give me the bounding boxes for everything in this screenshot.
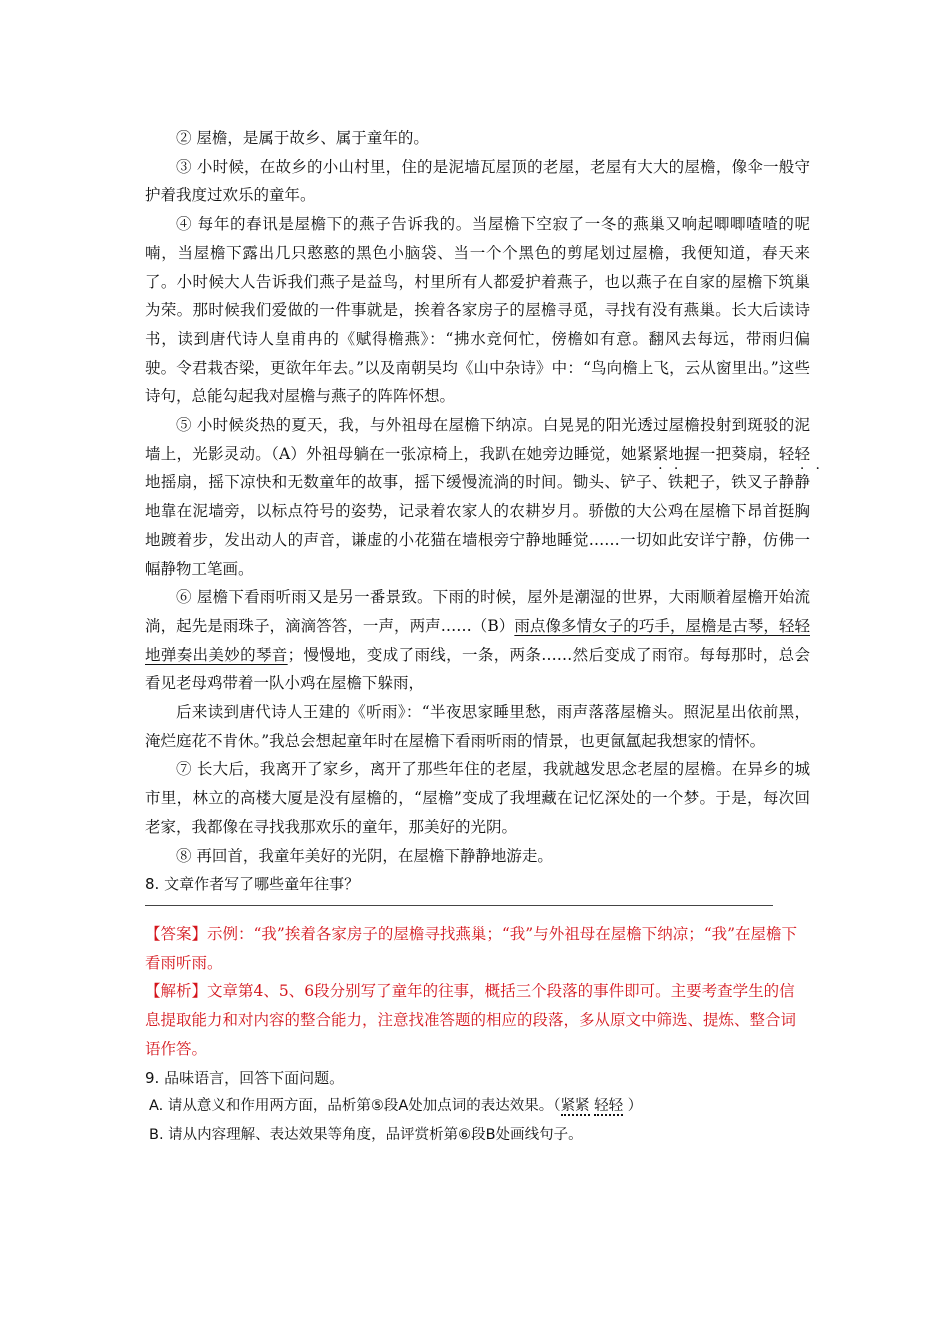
paragraph-5-text-b: 地握一把葵扇， xyxy=(668,444,779,463)
dotted-word-2: 轻轻 xyxy=(594,1098,624,1115)
paragraph-5-text-c: 地摇扇，摇下凉快和无数童年的故事，摇下缓慢流淌的时间。锄头、铲子、铁耙子，铁叉子静静地靠在泥墙旁，以标点符号的姿势，记录着农家人的农耕岁月。骄傲的大公鸡在屋檐下昂首挺胸地踱着步，发出动人的声音，谦虚的小花猫在墙根旁宁静地睡觉……一切如此安详宁静，仿佛一幅静物工笔画。 xyxy=(145,473,810,578)
paragraph-5-text-a: ⑤ 小时候炎热的夏天，我，与外祖母在屋檐下纳凉。白晃晃的阳光透过屋檐投射到斑驳的泥墙上，光影灵动。（A）外祖母躺在一张凉椅上，我趴在她旁边睡觉，她 xyxy=(145,416,810,463)
emphasis-dot-char: 轻 xyxy=(794,444,810,463)
question-9-a-text: A. 请从意义和作用两方面，品析第⑤段A处加点词的表达效果。（ xyxy=(149,1098,561,1115)
paragraph-6-continued: 后来读到唐代诗人王建的《听雨》：“半夜思家睡里愁，雨声落落屋檐头。照泥星出依前黑，淹烂庭花不肯休。”我总会想起童年时在屋檐下看雨听雨的情景，也更氤氲起我想家的情怀。 xyxy=(145,703,810,750)
question-9: 9. 品味语言，回答下面问题。 xyxy=(145,1068,345,1087)
paragraph-7: ⑦ 长大后，我离开了家乡，离开了那些年住的老屋，我就越发思念老屋的屋檐。在异乡的城市里，林立的高楼大厦是没有屋檐的，“屋檐”变成了我埋藏在记忆深处的一个梦。于是，每次回老家，我都像在寻找我那欢乐的童年，那美好的光阴。 xyxy=(145,760,810,836)
emphasis-dot-char: 紧 xyxy=(636,444,653,463)
dotted-word-1: 紧紧 xyxy=(560,1098,590,1115)
document-page xyxy=(145,124,810,1150)
question-8: 8. 文章作者写了哪些童年往事？ xyxy=(145,875,360,894)
paragraph-6 xyxy=(145,583,810,698)
paragraph-5 xyxy=(145,411,810,583)
paragraph-2: ② 屋檐，是属于故乡、属于童年的。 xyxy=(176,129,429,147)
question-9-b: B. 请从内容理解、表达效果等角度，品评赏析第⑥段B处画线句子。 xyxy=(149,1126,583,1143)
question-9-a xyxy=(149,1092,810,1121)
emphasis-dot-char: 紧 xyxy=(652,444,669,463)
paragraph-3: ③ 小时候，在故乡的小山村里，住的是泥墙瓦屋顶的老屋，老屋有大大的屋檐，像伞一般守护着我度过欢乐的童年。 xyxy=(145,157,810,205)
emphasis-dot-char: 轻 xyxy=(778,444,795,463)
answer-line xyxy=(145,905,773,906)
question-9-a-close: ） xyxy=(623,1098,643,1115)
analysis-8: 【解析】文章第4、5、6段分别写了童年的往事，概括三个段落的事件即可。主要考查学生的信息提取能力和对内容的整合能力，注意找准答题的相应的段落，多从原文中筛选、提炼、整合词语作答。 xyxy=(145,982,797,1058)
paragraph-6-text-b: ；慢慢地，变成了雨线，一条，两条……然后变成了雨帘。每每那时，总会看见老母鸡带着一队小鸡在屋檐下躲雨， xyxy=(145,645,810,693)
underlined-sentence-b: 雨点像多情女子的巧手，屋檐是古琴，轻轻地弹奏出美妙的琴音 xyxy=(145,616,810,664)
answer-8: 【答案】示例：“我”挨着各家房子的屋檐寻找燕巢；“我”与外祖母在屋檐下纳凉；“我”在屋檐下看雨听雨。 xyxy=(145,924,798,972)
paragraph-6-text-a: ⑥ 屋檐下看雨听雨又是另一番景致。下雨的时候，屋外是潮湿的世界，大雨顺着屋檐开始流淌，起先是雨珠子，滴滴答答，一声，两声……（B） xyxy=(145,588,810,635)
paragraph-8: ⑧ 再回首，我童年美好的光阴，在屋檐下静静地游走。 xyxy=(176,846,553,865)
paragraph-4: ④ 每年的春讯是屋檐下的燕子告诉我的。当屋檐下空寂了一冬的燕巢又响起唧唧喳喳的呢喃，当屋檐下露出几只憨憨的黑色小脑袋、当一个个黑色的剪尾划过屋檐，我便知道，春天来了。小时候大人告诉我们燕子是益鸟，村里所有人都爱护着燕子，也以燕子在自家的屋檐下筑巢为荣。那时候我们爱做的一件事就是，挨着各家房子的屋檐寻觅，寻找有没有燕巢。长大后读诗书，读到唐代诗人皇甫冉的《赋得檐燕》：“拂水竞何忙，傍檐如有意。翻风去每远，带雨归偏驶。令君栽杏梁，更欲年年去。”以及南朝吴均《山中杂诗》中：“鸟向檐上飞，云从窗里出。”这些诗句，总能勾起我对屋檐与燕子的阵阵怀想。 xyxy=(145,215,810,406)
